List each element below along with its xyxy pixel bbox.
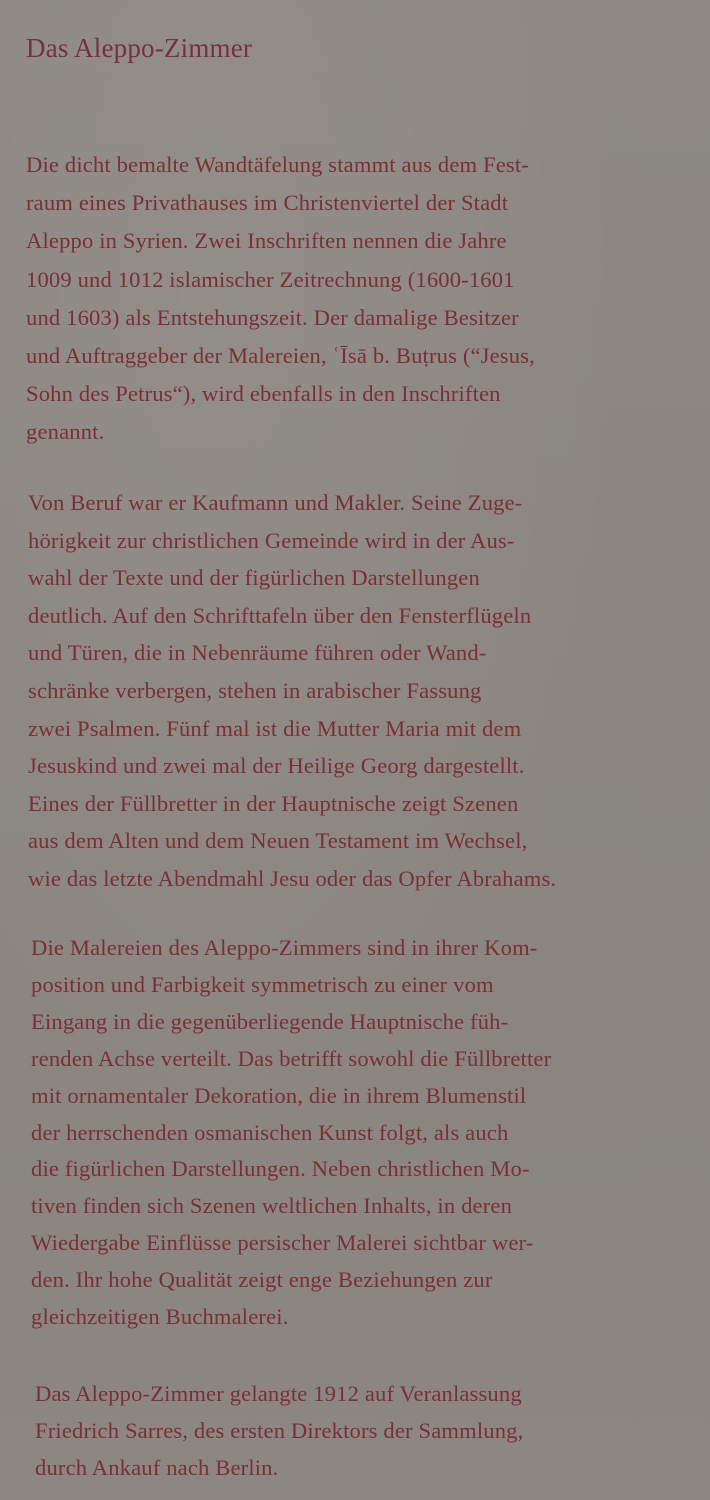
paragraph-line: deutlich. Auf den Schrifttafeln über den Fensterflügeln	[28, 602, 532, 628]
paragraph-line: schränke verbergen, stehen in arabischer Fassung	[28, 677, 482, 703]
paragraph-line: raum eines Privathauses im Christenviertel der Stadt	[26, 190, 509, 216]
page-title: Das Aleppo-Zimmer	[26, 33, 253, 63]
paragraph-line: und 1603) als Entstehungszeit. Der damalige Besitzer	[26, 304, 519, 330]
paragraph-line: Wiedergabe Einflüsse persischer Malerei sichtbar wer-	[31, 1230, 534, 1256]
paragraph-line: genannt.	[26, 419, 105, 445]
paragraph-line: Von Beruf war er Kaufmann und Makler. Seine Zuge-	[28, 490, 523, 515]
paragraph-line: gleichzeitigen Buchmalerei.	[31, 1304, 289, 1330]
paragraph-2	[28, 484, 678, 898]
paragraph-line: Eines der Füllbretter in der Hauptnische zeigt Szenen	[28, 790, 519, 816]
paragraph-line: Eingang in die gegenüberliegende Hauptnische füh-	[31, 1008, 509, 1034]
paragraph-line: mit ornamentaler Dekoration, die in ihrem Blumenstil	[31, 1082, 527, 1108]
paragraph-line: Die dicht bemalte Wandtäfelung stammt aus dem Fest-	[26, 152, 529, 177]
paragraph-line: den. Ihr hohe Qualität zeigt enge Beziehungen zur	[31, 1267, 493, 1293]
paragraph-line: die figürlichen Darstellungen. Neben christlichen Mo-	[31, 1156, 530, 1182]
paragraph-line: der herrschenden osmanischen Kunst folgt, als auch	[31, 1119, 509, 1145]
paragraph-line: Das Aleppo-Zimmer gelangte 1912 auf Veranlassung	[35, 1381, 522, 1406]
paragraph-line: wahl der Texte und der figürlichen Darstellungen	[28, 565, 480, 591]
paragraph-line: Die Malereien des Aleppo-Zimmers sind in ihrer Kom-	[31, 935, 538, 960]
paragraph-line: tiven finden sich Szenen weltlichen Inhalts, in deren	[31, 1193, 513, 1219]
paragraph-line: durch Ankauf nach Berlin.	[35, 1455, 279, 1481]
paragraph-line: position und Farbigkeit symmetrisch zu einer vom	[31, 971, 494, 997]
paragraph-line: zwei Psalmen. Fünf mal ist die Mutter Maria mit dem	[28, 715, 522, 741]
paragraph-line: aus dem Alten und dem Neuen Testament im Wechsel,	[28, 828, 528, 854]
paragraph-line: Aleppo in Syrien. Zwei Inschriften nennen die Jahre	[26, 228, 507, 254]
paragraph-1	[26, 146, 676, 452]
paragraph-line: und Türen, die in Nebenräume führen oder Wand-	[28, 640, 487, 666]
paragraph-line: und Auftraggeber der Malereien, ʿĪsā b. Buṭrus (“Jesus,	[26, 343, 535, 369]
paragraph-3	[31, 930, 681, 1336]
paragraph-line: hörigkeit zur christlichen Gemeinde wird in der Aus-	[28, 527, 515, 553]
paragraph-4	[35, 1375, 685, 1487]
paragraph-line: Friedrich Sarres, des ersten Direktors der Sammlung,	[35, 1418, 524, 1444]
paragraph-line: wie das letzte Abendmahl Jesu oder das Opfer Abrahams.	[28, 865, 557, 891]
paragraph-line: Sohn des Petrus“), wird ebenfalls in den Inschriften	[26, 381, 501, 407]
paragraph-line: Jesuskind und zwei mal der Heilige Georg dargestellt.	[28, 753, 525, 779]
paragraph-line: 1009 und 1012 islamischer Zeitrechnung (1600-1601	[26, 266, 515, 292]
paragraph-line: renden Achse verteilt. Das betrifft sowohl die Füllbretter	[31, 1045, 552, 1071]
